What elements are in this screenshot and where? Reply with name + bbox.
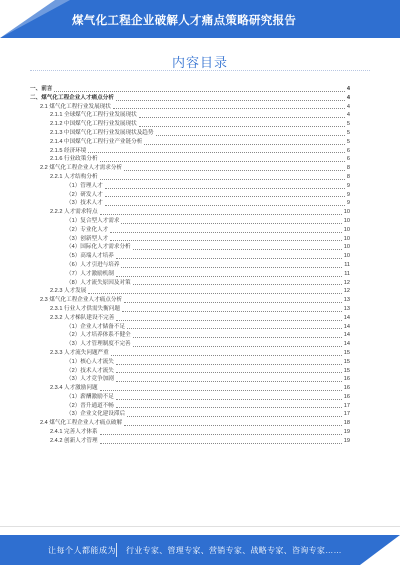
toc-entry-title: （2）专业化人才	[66, 226, 109, 233]
toc-entry-page: 4	[346, 86, 350, 92]
toc-entry-page: 13	[343, 297, 350, 304]
toc-leader-dots	[139, 117, 345, 118]
toc-entry-title: 2.2.2 人才需求特点	[50, 209, 98, 216]
toc-entry[interactable]	[30, 340, 350, 349]
toc-entry[interactable]	[30, 384, 350, 393]
toc-entry[interactable]	[30, 164, 350, 173]
toc-leader-dots	[105, 205, 345, 206]
toc-entry-title: 2.1.2 中国煤气化工程行业发展现状	[50, 121, 137, 128]
toc-entry-page: 4	[346, 112, 350, 119]
toc-entry[interactable]	[30, 120, 350, 129]
toc-entry-page: 11	[344, 261, 350, 268]
toc-leader-dots	[100, 443, 342, 444]
toc-divider	[30, 70, 370, 71]
toc-entry[interactable]	[30, 437, 350, 446]
toc-entry-page: 8	[346, 173, 350, 180]
toc-leader-dots	[133, 249, 342, 250]
toc-entry-page: 16	[343, 385, 350, 392]
toc-entry[interactable]	[30, 270, 350, 279]
toc-entry-title: （5）高端人才培养	[66, 253, 114, 260]
toc-leader-dots	[116, 372, 342, 373]
toc-leader-dots	[116, 407, 342, 408]
toc-entry[interactable]	[30, 147, 350, 156]
toc-entry-page: 10	[343, 253, 350, 260]
toc-entry-page: 4	[346, 103, 350, 110]
toc-entry-page: 18	[343, 420, 350, 427]
toc-leader-dots	[100, 390, 342, 391]
toc-entry[interactable]	[30, 261, 350, 270]
footer-divider	[0, 526, 400, 527]
footer-banner	[0, 535, 400, 565]
toc-entry-title: （3）企业文化建设滞后	[66, 411, 126, 418]
toc-entry-page: 13	[343, 305, 350, 312]
toc-entry-page: 9	[346, 182, 350, 189]
toc-entry[interactable]	[30, 314, 350, 323]
toc-entry[interactable]	[30, 410, 350, 419]
toc-entry[interactable]	[30, 85, 350, 94]
toc-entry-title: （1）薪酬激励不足	[66, 393, 114, 400]
toc-entry-page: 19	[343, 437, 350, 444]
toc-entry[interactable]	[30, 217, 350, 226]
toc-entry-page: 5	[346, 129, 350, 136]
toc-leader-dots	[110, 232, 341, 233]
toc-entry[interactable]	[30, 358, 350, 367]
toc-entry-title: 2.4 煤气化工程企业人才痛点破解	[40, 420, 123, 427]
toc-entry-title: 2.1 煤气化工程行业发展现状	[40, 103, 111, 110]
toc-entry-page: 17	[343, 402, 350, 409]
footer-separator	[116, 543, 117, 557]
toc-entry[interactable]	[30, 305, 350, 314]
header-banner	[0, 0, 400, 38]
toc-entry[interactable]	[30, 182, 350, 191]
header-corner	[0, 0, 55, 38]
toc-entry-page: 10	[343, 209, 350, 216]
footer-tagline: 行业专家、管理专家、营销专家、战略专家、咨询专家……	[126, 546, 342, 555]
toc-leader-dots	[139, 126, 345, 127]
toc-entry-title: （3）人才竞争加剧	[66, 376, 114, 383]
toc-entry[interactable]	[30, 111, 350, 120]
toc-leader-dots	[100, 161, 345, 162]
toc-leader-dots	[122, 311, 342, 312]
toc-leader-dots	[100, 214, 342, 215]
toc-entry[interactable]	[30, 138, 350, 147]
toc-leader-dots	[116, 258, 342, 259]
toc-entry-page: 12	[343, 279, 350, 286]
toc-leader-dots	[124, 425, 342, 426]
toc-leader-dots	[116, 399, 342, 400]
toc-entry[interactable]	[30, 331, 350, 340]
toc-entry-page: 15	[343, 367, 350, 374]
toc-entry-title: 2.3.2 人才梯队建设不完善	[50, 314, 115, 321]
toc-leader-dots	[127, 416, 342, 417]
toc-entry-title: （2）晋升通道不畅	[66, 402, 114, 409]
toc-entry-page: 5	[346, 121, 350, 128]
footer-slogan: 让每个人都能成为	[48, 546, 116, 555]
toc-entry-title: 2.1.3 中国煤气化工程行业发展现状及趋势	[50, 129, 154, 136]
toc-entry-title: 2.3 煤气化工程企业人才痛点分析	[40, 297, 123, 304]
toc-entry[interactable]	[30, 191, 350, 200]
toc-leader-dots	[127, 328, 342, 329]
toc-entry[interactable]	[30, 402, 350, 411]
table-of-contents	[30, 85, 350, 446]
toc-entry-title: （3）人才管理制度不完善	[66, 341, 131, 348]
toc-entry[interactable]	[30, 103, 350, 112]
toc-leader-dots	[111, 355, 342, 356]
toc-leader-dots	[116, 364, 342, 365]
toc-entry-page: 14	[343, 314, 350, 321]
toc-leader-dots	[113, 108, 345, 109]
toc-entry-title: （7）人才激励机制	[66, 270, 114, 277]
toc-leader-dots	[100, 434, 342, 435]
toc-entry-page: 14	[343, 323, 350, 330]
toc-entry[interactable]	[30, 199, 350, 208]
toc-entry-title: （6）人才引进与培养	[66, 261, 120, 268]
toc-entry[interactable]	[30, 235, 350, 244]
toc-entry-title: 2.1.4 中国煤气化工程行业产业链分析	[50, 138, 143, 145]
toc-entry[interactable]	[30, 375, 350, 384]
toc-leader-dots	[124, 170, 345, 171]
toc-entry-page: 8	[346, 165, 350, 172]
toc-entry[interactable]	[30, 367, 350, 376]
toc-entry-title: （2）研发人才	[66, 191, 103, 198]
toc-leader-dots	[54, 91, 344, 92]
toc-entry-page: 19	[343, 429, 350, 436]
footer-corner	[360, 535, 400, 565]
toc-entry-page: 6	[346, 147, 350, 154]
toc-leader-dots	[121, 267, 342, 268]
toc-leader-dots	[156, 135, 345, 136]
toc-leader-dots	[116, 100, 345, 101]
toc-leader-dots	[116, 320, 341, 321]
report-title: 煤气化工程企业破解人才痛点策略研究报告	[72, 15, 297, 27]
toc-entry-title: 2.3.4 人才激励问题	[50, 385, 98, 392]
toc-leader-dots	[133, 284, 342, 285]
toc-leader-dots	[116, 381, 342, 382]
toc-entry[interactable]	[30, 243, 350, 252]
toc-entry-page: 9	[346, 191, 350, 198]
toc-entry[interactable]	[30, 393, 350, 402]
toc-entry[interactable]	[30, 208, 350, 217]
toc-entry-page: 6	[346, 156, 350, 163]
toc-leader-dots	[88, 152, 345, 153]
toc-entry-page: 11	[344, 270, 350, 277]
toc-entry-title: 2.2.1 人才结构分析	[50, 173, 98, 180]
toc-entry-page: 15	[343, 358, 350, 365]
toc-heading: 内容目录	[171, 55, 228, 70]
toc-entry-title: （8）人才流失原因及对策	[66, 279, 131, 286]
toc-entry[interactable]	[30, 94, 350, 103]
toc-entry-page: 17	[343, 411, 350, 418]
toc-entry-page: 9	[346, 200, 350, 207]
toc-entry-page: 10	[343, 235, 350, 242]
toc-entry-title: 2.3.3 人才流失问题严重	[50, 349, 109, 356]
toc-entry-title: （2）人才培养体系不健全	[66, 332, 131, 339]
toc-entry-title: 2.4.1 完善人才体系	[50, 429, 98, 436]
toc-leader-dots	[133, 337, 342, 338]
toc-leader-dots	[105, 188, 345, 189]
toc-entry[interactable]	[30, 155, 350, 164]
toc-entry-page: 10	[343, 226, 350, 233]
toc-entry-page: 16	[343, 393, 350, 400]
toc-leader-dots	[88, 293, 341, 294]
toc-entry-page: 12	[343, 288, 350, 295]
toc-entry[interactable]	[30, 428, 350, 437]
toc-entry-page: 10	[343, 217, 350, 224]
toc-entry-page: 10	[343, 244, 350, 251]
toc-entry-title: 2.1.5 经济环境	[50, 147, 87, 154]
toc-leader-dots	[116, 276, 342, 277]
toc-entry[interactable]	[30, 173, 350, 182]
toc-entry-title: 一、前言	[30, 86, 53, 92]
toc-leader-dots	[121, 223, 341, 224]
toc-leader-dots	[144, 144, 345, 145]
toc-entry-title: 2.2 煤气化工程企业人才需求分析	[40, 165, 123, 172]
toc-leader-dots	[133, 346, 342, 347]
toc-entry-title: （4）国际化人才需求分析	[66, 244, 131, 251]
toc-entry[interactable]	[30, 129, 350, 138]
toc-entry[interactable]	[30, 252, 350, 261]
toc-entry[interactable]	[30, 279, 350, 288]
toc-entry-title: 2.3.1 行业人才供需失衡问题	[50, 305, 120, 312]
toc-entry[interactable]	[30, 287, 350, 296]
toc-entry-title: 2.1.6 行业政策分析	[50, 156, 98, 163]
toc-entry-title: （1）核心人才流失	[66, 358, 114, 365]
toc-entry-title: （1）复合型人才需求	[66, 217, 120, 224]
toc-entry-title: （3）技术人才	[66, 200, 103, 207]
toc-leader-dots	[105, 196, 345, 197]
toc-entry-title: （1）企业人才储备不足	[66, 323, 126, 330]
toc-entry[interactable]	[30, 349, 350, 358]
toc-entry-title: 2.1.1 全球煤气化工程行业发展现状	[50, 112, 137, 119]
toc-entry-page: 14	[343, 341, 350, 348]
toc-entry-page: 4	[346, 94, 350, 101]
toc-entry-title: 2.2.3 人才发展	[50, 288, 87, 295]
toc-entry[interactable]	[30, 419, 350, 428]
toc-entry-page: 5	[346, 138, 350, 145]
toc-leader-dots	[124, 302, 342, 303]
toc-entry-title: （2）技术人才流失	[66, 367, 114, 374]
toc-leader-dots	[100, 179, 345, 180]
toc-entry-title: （3）创新型人才	[66, 235, 109, 242]
toc-entry-title: 二、煤气化工程企业人才痛点分析	[30, 94, 114, 101]
toc-entry-page: 16	[343, 376, 350, 383]
toc-entry-page: 15	[343, 349, 350, 356]
toc-entry[interactable]	[30, 323, 350, 332]
toc-entry-title: 2.4.2 创新人才管理	[50, 437, 98, 444]
toc-entry[interactable]	[30, 296, 350, 305]
toc-entry-title: （1）管理人才	[66, 182, 103, 189]
toc-entry[interactable]	[30, 226, 350, 235]
toc-leader-dots	[110, 240, 341, 241]
toc-entry-page: 14	[343, 332, 350, 339]
